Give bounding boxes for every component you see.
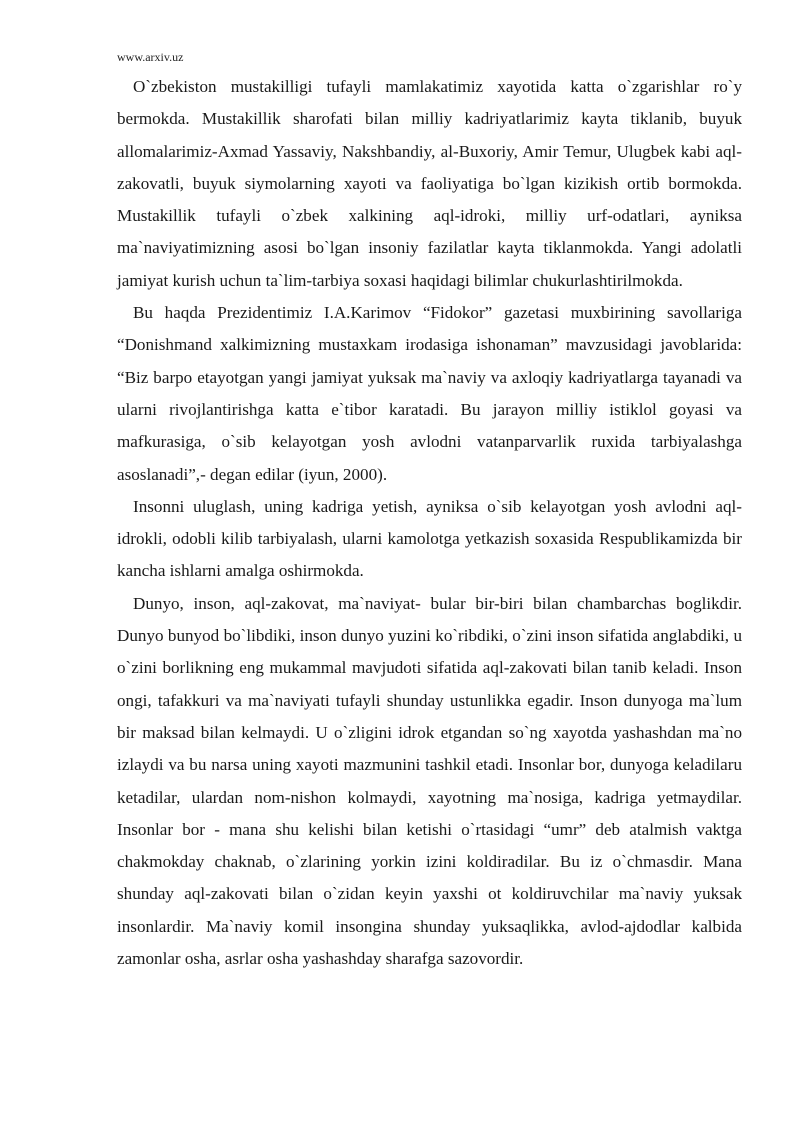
- paragraph-3: Insonni uluglash, uning kadriga yetish, ayniksa o`sib kelayotgan yosh avlodni aql-idrokli, odobli kilib tarbiyalash, ularni kamolotga yetkazish soxasida Respublikamizda bir kancha ishlarni amalga oshirmokda.: [117, 496, 742, 581]
- paragraph-4: Dunyo, inson, aql-zakovat, ma`naviyat- bular bir-biri bilan chambarchas boglikdir. Dunyo bunyod bo`libdiki, inson dunyo yuzini ko`ribdiki, o`zini inson sifatida anglabdiki, u o`zini borlikning eng mukammal mavjudoti sifatida aql-zakovati bilan tanib keladi. Inson ongi, tafakkuri va ma`naviyati tufayli shunday ustunlikka egadir. Inson dunyoga ma`lum bir maksad bilan kelmaydi. U o`zligini idrok etgandan so`ng xayotda yashashdan ma`no izlaydi va bu narsa uning xayoti mazmunini tashkil etadi. Insonlar bor, dunyoga keladilaru ketadilar, ulardan nom-nishon kolmaydi, xayotning ma`nosiga, kadriga yetmaydilar. Insonlar bor - mana shu kelishi bilan ketishi o`rtasidagi “umr” deb atalmish vaktga chakmokday chaknab, o`zlarining yorkin izini koldiradilar. Bu iz o`chmasdir. Mana shunday aql-zakovati bilan o`zidan keyin yaxshi ot koldiruvchilar ma`naviy yuksak insonlardir. Ma`naviy komil insongina shunday yuksaqlikka, avlod-ajdodlar kalbida zamonlar osha, asrlar osha yashashday sharafga sazovordir.: [117, 593, 742, 969]
- paragraph-2: Bu haqda Prezidentimiz I.A.Karimov “Fidokor” gazetasi muxbirining savollariga “Donishmand xalkimizning mustaxkam irodasiga ishonaman” mavzusidagi javoblarida: “Biz barpo etayotgan yangi jamiyat yuksak ma`naviy va axloqiy kadriyatlarga tayanadi va ularni rivojlantirishga katta e`tibor karatadi. Bu jarayon milliy istiklol goyasi va mafkurasiga, o`sib kelayotgan yosh avlodni vatanparvarlik ruxida tarbiyalashga asoslanadi”,- degan edilar (iyun, 2000).: [117, 303, 742, 484]
- source-url: www.arxiv.uz: [117, 50, 184, 64]
- body-text: [117, 71, 742, 975]
- paragraph-1: O`zbekiston mustakilligi tufayli mamlakatimiz xayotida katta o`zgarishlar ro`y bermokda. Mustakillik sharofati bilan milliy kadriyatlarimiz kayta tiklanib, buyuk allomalarimiz-Axmad Yassaviy, Nakshbandiy, al-Buxoriy, Amir Temur, Ulugbek kabi aql-zakovatli, buyuk siymolarning xayoti va faoliyatiga bo`lgan kizikish ortib bormokda. Mustakillik tufayli o`zbek xalkining aql-idroki, milliy urf-odatlari, ayniksa ma`naviyatimizning asosi bo`lgan insoniy fazilatlar kayta tiklanmokda. Yangi adolatli jamiyat kurish uchun ta`lim-tarbiya soxasi haqidagi bilimlar chukurlashtirilmokda.: [117, 77, 742, 290]
